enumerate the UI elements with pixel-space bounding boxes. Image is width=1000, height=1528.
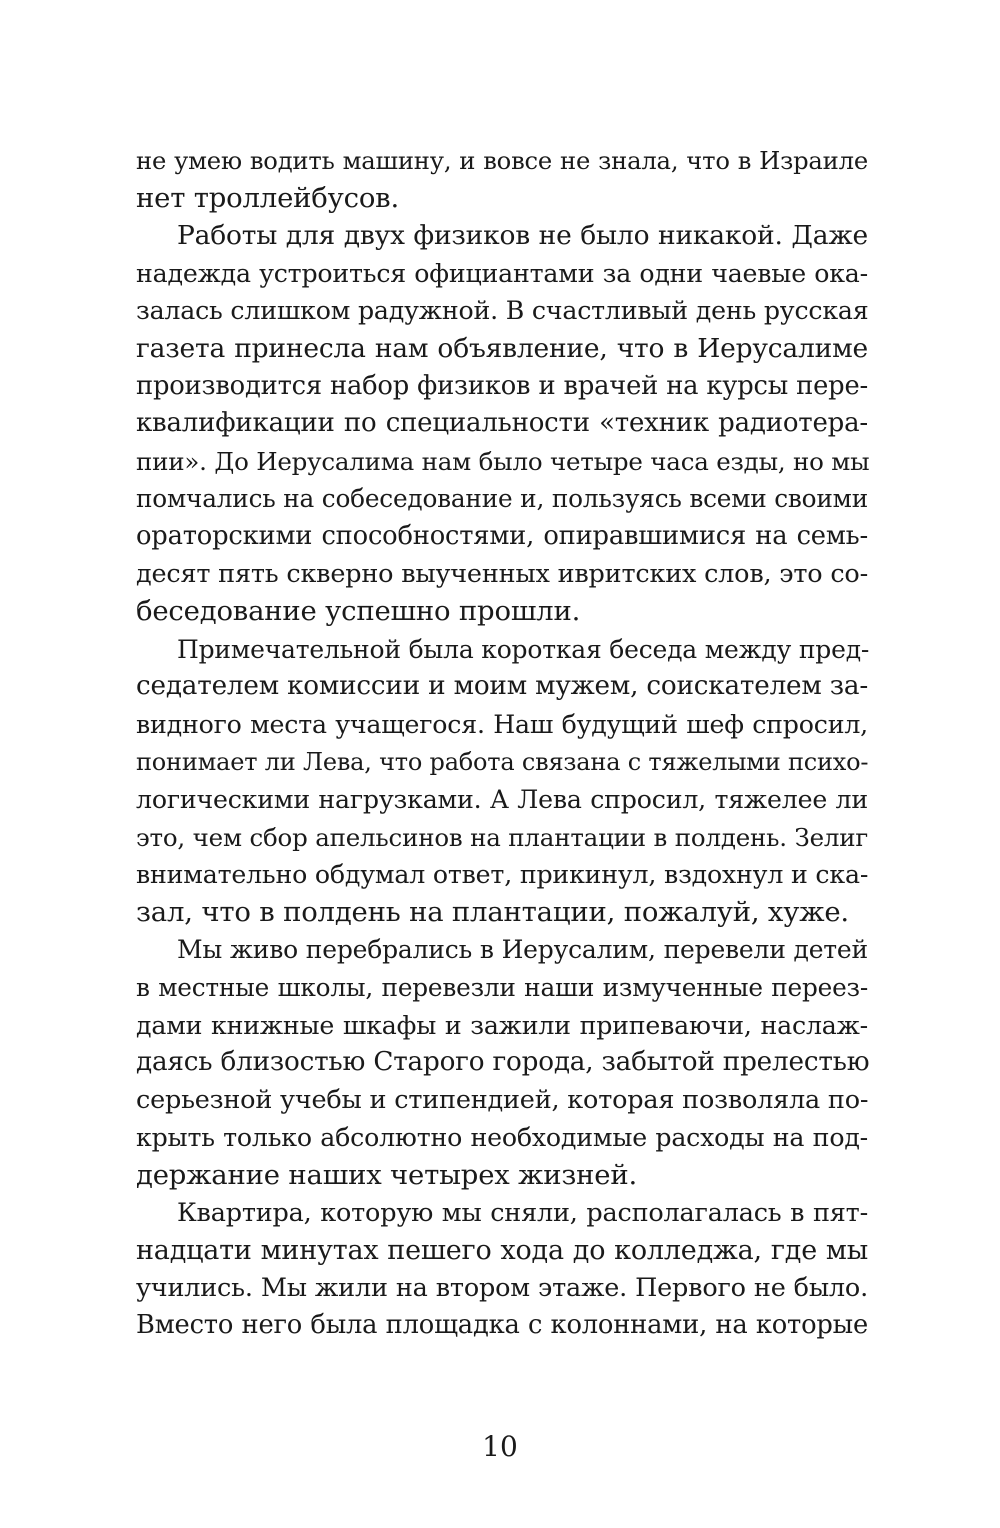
text-line: квалификации по специальности «техник радиотера- <box>136 408 868 439</box>
text-line: Квартира, которую мы сняли, располагалась в пят- <box>177 1197 868 1228</box>
page-body <box>136 142 868 1345</box>
text-line: производится набор физиков и врачей на курсы пере- <box>136 370 868 401</box>
text-line: надежда устроиться официантами за одни чаевые ока- <box>136 258 868 288</box>
text-line: нет троллейбусов. <box>136 181 399 214</box>
text-line: помчались на собеседование и, пользуясь всеми своими <box>136 484 868 514</box>
text-line: крыть только абсолютно необходимые расходы на под- <box>136 1123 868 1153</box>
paragraph-4 <box>136 931 868 1194</box>
text-line: понимает ли Лева, что работа связана с тяжелыми психо- <box>136 747 869 776</box>
text-line: дами книжные шкафы и зажили припеваючи, наслаж- <box>136 1010 868 1040</box>
text-line: Работы для двух физиков не было никакой. Даже <box>177 220 868 252</box>
text-line: беседование успешно прошли. <box>136 595 581 628</box>
paragraph-3 <box>136 631 868 932</box>
text-line: залась слишком радужной. В счастливый день русская <box>136 296 869 326</box>
text-line: даясь близостью Старого города, забытой прелестью <box>136 1047 870 1078</box>
text-line: ораторскими способностями, опиравшимися на семь- <box>136 520 868 551</box>
text-line: надцати минутах пешего хода до колледжа, где мы <box>136 1235 868 1267</box>
paragraph-1 <box>136 142 868 217</box>
paragraph-2 <box>136 217 868 631</box>
text-line: это, чем сбор апельсинов на плантации в полдень. Зелиг <box>136 822 868 852</box>
paragraph-5 <box>136 1195 868 1345</box>
text-line: Мы живо перебрались в Иерусалим, перевели детей <box>177 935 868 965</box>
page-number: 10 <box>482 1430 518 1463</box>
text-line: логическими нагрузками. А Лева спросил, тяжелее ли <box>136 785 868 815</box>
text-line: держание наших четырех жизней. <box>136 1159 638 1192</box>
text-line: в местные школы, перевезли наши измученные переез- <box>136 973 868 1003</box>
text-line: не умею водить машину, и вовсе не знала, что в Израиле <box>136 146 868 175</box>
text-line: седателем комиссии и моим мужем, соискателем за- <box>136 671 868 702</box>
text-line: десят пять скверно выученных ивритских слов, это со- <box>136 558 868 589</box>
text-line: Примечательной была короткая беседа между пред- <box>177 634 870 664</box>
text-line: зал, что в полдень на плантации, пожалуй, хуже. <box>136 895 849 928</box>
text-line: пии». До Иерусалима нам было четыре часа езды, но мы <box>136 446 870 476</box>
text-line: видного места учащегося. Наш будущий шеф спросил, <box>136 709 868 739</box>
text-line: учились. Мы жили на втором этаже. Первого не было. <box>136 1272 868 1303</box>
text-line: газета принесла нам объявление, что в Иерусалиме <box>136 332 868 364</box>
text-line: серьезной учебы и стипендией, которая позволяла по- <box>136 1084 869 1115</box>
text-line: внимательно обдумал ответ, прикинул, вздохнул и ска- <box>136 860 869 890</box>
text-line: Вместо него была площадка с колоннами, на которые <box>136 1310 868 1341</box>
